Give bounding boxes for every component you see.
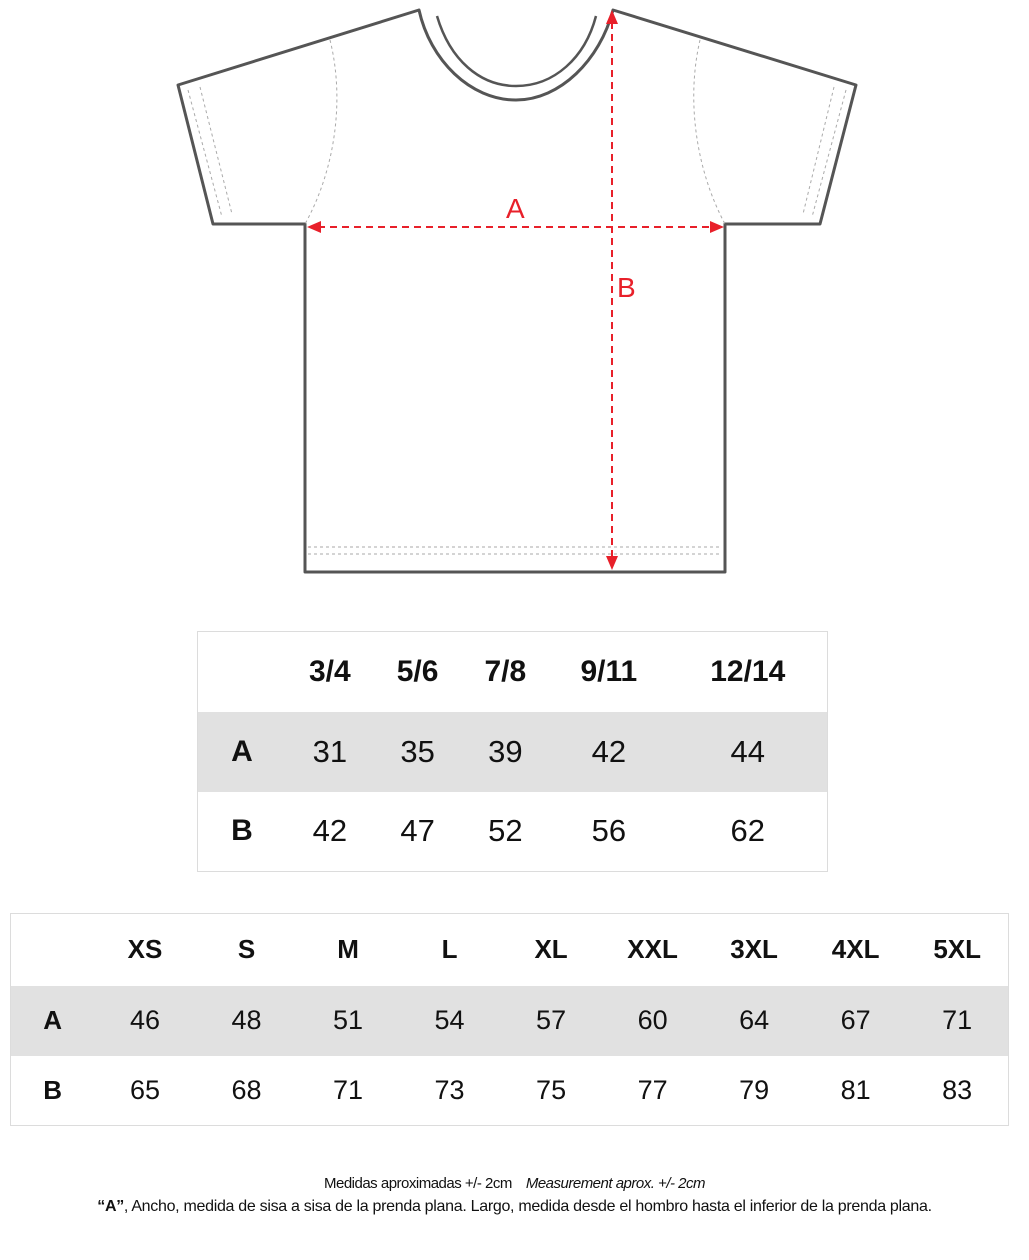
kids-size-header: 3/4 [309,654,351,688]
measure-cell: 35 [400,733,435,769]
measure-cell: 56 [591,813,627,849]
measure-cell: 71 [333,1074,364,1105]
footnote-tolerance [0,1175,1029,1192]
footnote-definitions [0,1198,1029,1216]
kids-size-header: 9/11 [580,654,638,688]
row-label: B [43,1074,63,1105]
tshirt-outline [178,10,856,572]
measure-cell: 71 [942,1005,973,1035]
measure-cell: 52 [488,813,523,849]
footnote-tolerance-es: Medidas aproximadas +/- 2cm [323,1175,512,1192]
kids-size-header: 7/8 [484,654,527,688]
measure-cell: 57 [536,1005,567,1035]
measure-cell: 51 [333,1005,364,1035]
adult-row-a [11,986,1009,1056]
adult-row-b [11,1056,1009,1126]
measure-cell: 67 [840,1005,871,1035]
measure-cell: 62 [730,813,765,849]
measure-cell: 65 [129,1074,161,1105]
adult-size-header: L [441,934,458,965]
kids-row-a [198,712,828,792]
adult-size-header: XL [534,934,568,965]
dimension-label-a: A [506,193,525,224]
measure-cell: 44 [730,733,765,769]
measure-cell: 46 [129,1005,161,1035]
adult-size-header: XXL [627,934,678,965]
footnote-tolerance-en: Measurement aprox. +/- 2cm [525,1175,705,1192]
measure-cell: 48 [231,1005,262,1035]
adult-size-header: 3XL [730,934,778,965]
kids-header-row [198,632,828,712]
row-label: A [231,734,253,768]
adult-size-header: XS [127,934,163,965]
measure-cell: 75 [536,1074,567,1105]
adult-size-table [10,913,1009,1126]
adult-size-header: 4XL [831,934,880,965]
adult-size-header: 5XL [933,934,982,965]
measure-cell: 31 [312,733,348,769]
corner-cell [11,914,95,986]
adult-header-row [11,914,1009,986]
adult-size-header: S [237,934,256,965]
adult-size-header: M [337,934,359,965]
measure-cell: 42 [312,813,348,849]
footnote-a-marker: “A” [97,1198,124,1215]
measure-cell: 68 [231,1074,262,1105]
measure-cell: 79 [739,1074,770,1105]
measure-cell: 54 [434,1005,465,1035]
measure-cell: 81 [840,1074,871,1105]
dimension-label-b: B [617,272,636,303]
measure-cell: 77 [637,1074,668,1105]
measure-cell: 42 [591,733,627,769]
measure-cell: 39 [488,733,523,769]
footnote-definition-text: , Ancho, medida de sisa a sisa de la prenda plana. Largo, medida desde el hombro hasta el inferior de la prenda plana. [123,1198,932,1215]
row-label: B [231,814,253,848]
kids-size-table [197,631,828,872]
measure-cell: 60 [637,1005,668,1035]
kids-size-header: 12/14 [710,654,786,688]
measure-cell: 47 [400,813,435,849]
kids-row-b [198,792,828,872]
kids-size-header: 5/6 [396,654,439,688]
tshirt-diagram [0,0,1029,600]
row-label: A [43,1005,63,1035]
measure-cell: 73 [434,1074,465,1105]
corner-cell [198,632,287,712]
measure-cell: 64 [739,1005,770,1035]
measure-cell: 83 [942,1074,973,1105]
footnote [0,1175,1029,1216]
tshirt-stitching [188,40,846,554]
